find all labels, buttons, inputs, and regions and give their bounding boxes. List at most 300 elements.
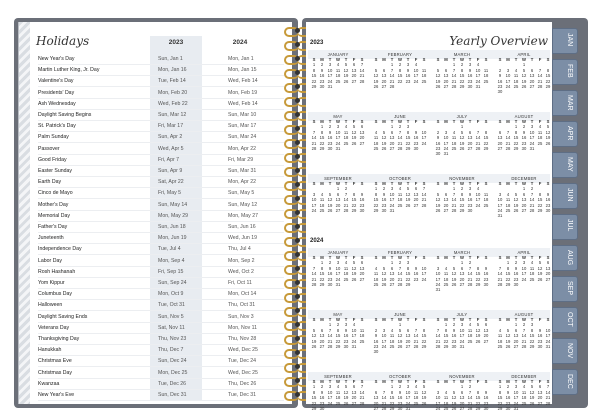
day-number: 30 [451,343,457,349]
day-number: 29 [311,405,317,411]
day-number: 10 [327,389,333,395]
day-number: 3 [436,265,440,271]
week-row [372,208,428,213]
day-number: 5 [344,62,348,68]
day-number: 3 [514,384,518,390]
weekday-letter: S [360,317,364,322]
weekday-letter: T [468,181,472,186]
day-number: 14 [545,389,551,395]
day-number: 16 [319,73,325,79]
day-number: 13 [521,197,527,203]
weekday-letter: W [336,119,340,124]
day-number: 1 [498,384,502,390]
week-row [372,349,428,354]
day-number: 28 [311,281,317,287]
day-number: 4 [414,62,418,68]
day-number: 29 [459,207,465,213]
day-number: 17 [435,276,441,282]
day-number: 19 [381,140,387,146]
weekday-letter: M [382,317,386,322]
weekday-letter: T [406,181,410,186]
day-number: 3 [498,191,502,197]
weekday-letter: S [498,181,502,186]
day-number: 27 [359,140,365,146]
day-number: 24 [327,78,333,84]
holiday-name: Christmas Eve [38,358,72,365]
weekday-letter: M [506,255,510,260]
weekday-letter: M [382,119,386,124]
day-number: 7 [476,129,480,135]
day-number: 15 [397,73,403,79]
day-number: 15 [351,197,357,203]
day-number: 8 [498,389,502,395]
holiday-date-2023: Tue, Jul 4 [158,246,181,253]
day-number: 20 [497,140,503,146]
day-number: 2 [452,322,456,328]
holiday-date-2023: Mon, Jan 16 [158,67,187,74]
day-number: 18 [443,400,449,406]
day-number: 27 [483,338,489,344]
day-number: 26 [537,276,543,282]
day-number: 1 [452,62,456,68]
day-number: 1 [460,384,464,390]
day-number: 28 [413,343,419,349]
holiday-date-2023: Tue, Dec 26 [158,380,187,387]
day-number: 9 [398,389,402,395]
day-number: 27 [351,400,357,406]
day-number: 11 [343,129,349,135]
holiday-date-2024: Mon, Jan 15 [228,67,257,74]
day-number: 23 [381,202,387,208]
day-number: 26 [421,400,427,406]
day-number: 18 [421,73,427,79]
day-number: 13 [459,271,465,277]
day-number: 23 [319,400,325,406]
day-number: 25 [521,400,527,406]
day-number: 9 [406,67,410,73]
day-number: 1 [460,124,464,130]
weekday-letter: F [538,57,542,62]
weekday-letter: T [452,379,456,384]
day-number: 13 [373,395,379,401]
day-number: 25 [335,78,341,84]
weekday-letter: F [414,181,418,186]
day-number: 16 [343,333,349,339]
day-number: 9 [374,333,378,339]
day-number: 4 [538,124,542,130]
mini-calendar [372,114,428,151]
day-number: 14 [475,135,481,141]
day-number: 22 [443,338,449,344]
day-number: 28 [537,83,543,89]
day-number: 17 [505,78,511,84]
weekday-letter: W [398,255,402,260]
day-number: 4 [374,129,378,135]
day-number: 2 [522,322,526,328]
tab-aug[interactable] [552,245,578,271]
weekday-letter: T [406,379,410,384]
day-number: 3 [460,322,464,328]
day-number: 4 [522,384,526,390]
week-row [434,287,490,292]
holiday-date-2024: Sun, Jun 16 [228,224,256,230]
day-number: 4 [374,265,378,271]
day-number: 9 [484,389,488,395]
day-number: 1 [460,260,464,266]
day-number: 5 [506,327,510,333]
day-number: 11 [483,67,489,73]
day-number: 15 [405,271,411,277]
day-number: 14 [327,333,333,339]
day-number: 18 [373,140,379,146]
day-number: 8 [530,327,534,333]
holiday-date-2024: Wed, Oct 2 [228,268,254,275]
day-number: 21 [545,395,551,401]
tab-dec[interactable] [552,369,578,395]
day-number: 30 [467,207,473,213]
weekday-letter: W [398,317,402,322]
mini-calendar [496,312,552,349]
day-number: 9 [522,129,526,135]
day-number: 23 [327,276,333,282]
day-number: 21 [467,276,473,282]
day-number: 11 [373,271,379,277]
holiday-date-2023: Sun, Nov 5 [158,313,184,320]
day-number: 19 [451,276,457,282]
day-number: 22 [311,400,317,406]
day-number: 10 [335,129,341,135]
mini-calendar [372,374,428,411]
holiday-date-2024: Fri, Mar 29 [228,156,254,163]
day-number: 17 [497,202,503,208]
day-number: 26 [521,83,527,89]
day-number: 31 [497,213,503,219]
day-number: 25 [537,140,543,146]
day-number: 11 [319,197,325,203]
day-number: 10 [421,265,427,271]
holiday-name: Daylight Saving Ends [38,313,88,320]
day-number: 2 [398,62,402,68]
day-number: 20 [351,395,357,401]
month-name: JANUARY [327,250,349,255]
weekday-letter: T [344,57,348,62]
day-number: 26 [351,140,357,146]
week-row [310,208,366,213]
weekday-letter: M [444,181,448,186]
day-number: 30 [327,145,333,151]
day-number: 13 [381,73,387,79]
day-number: 15 [389,395,395,401]
day-number: 21 [381,400,387,406]
day-number: 25 [373,145,379,151]
weekday-letter: T [514,119,518,124]
day-number: 4 [352,322,356,328]
tab-apr[interactable] [552,121,578,147]
day-number: 14 [467,271,473,277]
day-number: 5 [452,389,456,395]
day-number: 2 [436,129,440,135]
day-number: 26 [545,140,551,146]
tab-jun[interactable] [552,183,578,209]
weekday-letter: S [374,317,378,322]
weekday-letter: T [530,57,534,62]
day-number: 25 [343,276,349,282]
day-number: 7 [452,67,456,73]
day-number: 1 [444,322,448,328]
day-number: 21 [521,338,527,344]
weekday-letter: T [390,119,394,124]
weekday-letter: M [506,57,510,62]
tab-feb[interactable] [552,59,578,85]
day-number: 28 [435,343,441,349]
day-number: 20 [389,140,395,146]
day-number: 13 [319,333,325,339]
weekday-letter: S [422,119,426,124]
day-number: 17 [513,395,519,401]
day-number: 5 [522,67,526,73]
weekday-letter: T [468,57,472,62]
day-number: 22 [319,276,325,282]
day-number: 8 [476,389,480,395]
mini-calendar [434,114,490,157]
weekday-letter: W [336,181,340,186]
mini-calendar [434,312,490,349]
day-number: 28 [359,400,365,406]
weekday-letter: S [436,57,440,62]
day-number: 5 [406,186,410,192]
day-number: 28 [397,145,403,151]
day-number: 7 [312,265,316,271]
day-number: 29 [513,145,519,151]
day-number: 23 [413,276,419,282]
day-number: 5 [328,191,332,197]
weekday-letter: T [530,181,534,186]
day-number: 1 [312,384,316,390]
weekday-letter: S [374,181,378,186]
weekday-letter: S [498,379,502,384]
day-number: 25 [513,83,519,89]
weekday-letter: F [476,379,480,384]
day-number: 4 [530,260,534,266]
day-number: 6 [360,124,364,130]
day-number: 25 [529,276,535,282]
mini-calendar [310,114,366,151]
week-row [372,344,428,349]
tab-nov[interactable] [552,338,578,364]
day-number: 11 [335,389,341,395]
weekday-letter: W [336,379,340,384]
tab-jul[interactable] [552,214,578,240]
day-number: 19 [351,135,357,141]
day-number: 10 [311,197,317,203]
day-number: 10 [405,389,411,395]
day-number: 21 [389,78,395,84]
day-number: 23 [483,276,489,282]
day-number: 11 [521,389,527,395]
holiday-date-2023: Mon, Feb 20 [158,89,188,96]
day-number: 22 [311,78,317,84]
day-number: 21 [397,276,403,282]
day-number: 30 [397,405,403,411]
weekday-letter: S [436,119,440,124]
day-number: 31 [443,151,449,157]
day-number: 28 [389,83,395,89]
day-number: 15 [497,395,503,401]
weekday-letter: T [406,57,410,62]
day-number: 26 [459,145,465,151]
day-number: 24 [327,400,333,406]
weekday-letter: W [398,119,402,124]
day-number: 23 [467,78,473,84]
day-number: 2 [320,62,324,68]
day-number: 27 [381,83,387,89]
day-number: 9 [382,191,386,197]
day-number: 13 [335,197,341,203]
column-header-2024: 2024 [232,39,248,46]
day-number: 17 [389,197,395,203]
holiday-date-2024: Mon, Nov 11 [228,324,258,331]
day-number: 14 [397,271,403,277]
day-number: 29 [319,145,325,151]
holiday-name: Presidents' Day [38,89,75,96]
holiday-date-2024: Mon, Apr 22 [228,179,256,186]
day-number: 3 [406,62,410,68]
day-number: 18 [335,395,341,401]
day-number: 8 [336,327,340,333]
day-number: 16 [319,395,325,401]
weekday-letter: S [312,181,316,186]
day-number: 23 [397,400,403,406]
day-number: 6 [374,389,378,395]
day-number: 18 [389,338,395,344]
day-number: 4 [414,384,418,390]
weekday-letter: S [422,57,426,62]
weekday-letter: M [320,119,324,124]
day-number: 21 [451,202,457,208]
day-number: 6 [444,191,448,197]
day-number: 10 [351,327,357,333]
day-number: 15 [545,73,551,79]
weekday-letter: M [444,255,448,260]
weekday-letter: F [414,379,418,384]
mini-calendar [372,176,428,213]
weekday-letter: M [320,317,324,322]
day-number: 26 [343,400,349,406]
day-number: 24 [521,276,527,282]
day-number: 20 [389,276,395,282]
day-number: 25 [319,207,325,213]
month-name: MARCH [453,52,471,57]
day-number: 12 [351,129,357,135]
weekday-letter: T [390,255,394,260]
day-number: 13 [459,395,465,401]
day-number: 11 [483,191,489,197]
day-number: 18 [537,135,543,141]
weekday-letter: T [530,119,534,124]
day-number: 14 [497,271,503,277]
weekday-letter: T [344,255,348,260]
weekday-letter: T [530,255,534,260]
day-number: 30 [381,207,387,213]
weekday-letter: T [468,119,472,124]
day-number: 17 [381,338,387,344]
day-number: 1 [506,260,510,266]
day-number: 31 [389,207,395,213]
weekday-letter: T [452,57,456,62]
day-number: 8 [320,265,324,271]
day-number: 14 [529,197,535,203]
day-number: 9 [514,265,518,271]
day-number: 3 [530,124,534,130]
day-number: 7 [360,384,364,390]
day-number: 22 [389,400,395,406]
holiday-name: Cinco de Mayo [38,190,73,197]
day-number: 2 [514,260,518,266]
day-number: 4 [444,389,448,395]
yearly-overview-title: Yearly Overview [449,34,548,48]
tab-may[interactable] [552,152,578,178]
tab-sep[interactable] [552,276,578,302]
day-number: 7 [398,129,402,135]
day-number: 13 [389,271,395,277]
week-row [496,406,552,411]
holiday-date-2024: Wed, Dec 25 [228,369,258,376]
day-number: 25 [497,343,503,349]
weekday-letter: T [514,181,518,186]
day-number: 15 [335,333,341,339]
day-number: 12 [421,389,427,395]
month-name: JULY [456,114,468,119]
weekday-letter: F [352,255,356,260]
day-number: 23 [405,78,411,84]
month-name: JUNE [394,312,406,317]
weekday-letter: F [538,181,542,186]
day-number: 29 [545,83,551,89]
day-number: 8 [514,129,518,135]
day-number: 19 [421,395,427,401]
tab-jan[interactable] [552,28,578,54]
day-number: 9 [506,389,510,395]
day-number: 18 [319,202,325,208]
mini-calendar [310,52,366,89]
day-number: 8 [398,67,402,73]
day-number: 10 [435,395,441,401]
day-number: 22 [351,202,357,208]
day-number: 20 [483,333,489,339]
holiday-date-2023: Sun, Apr 9 [158,168,183,174]
weekday-letter: S [360,57,364,62]
tab-oct[interactable] [552,307,578,333]
day-number: 28 [397,281,403,287]
day-number: 5 [422,384,426,390]
day-number: 11 [443,395,449,401]
day-number: 31 [335,145,341,151]
day-number: 27 [537,400,543,406]
day-number: 11 [443,271,449,277]
day-number: 30 [545,207,551,213]
day-number: 8 [390,389,394,395]
day-number: 27 [513,343,519,349]
day-number: 21 [497,276,503,282]
day-number: 11 [421,67,427,73]
day-number: 23 [521,140,527,146]
day-number: 9 [414,265,418,271]
day-number: 28 [311,145,317,151]
day-number: 19 [521,78,527,84]
day-number: 30 [521,145,527,151]
tab-mar[interactable] [552,90,578,116]
day-number: 3 [336,260,340,266]
